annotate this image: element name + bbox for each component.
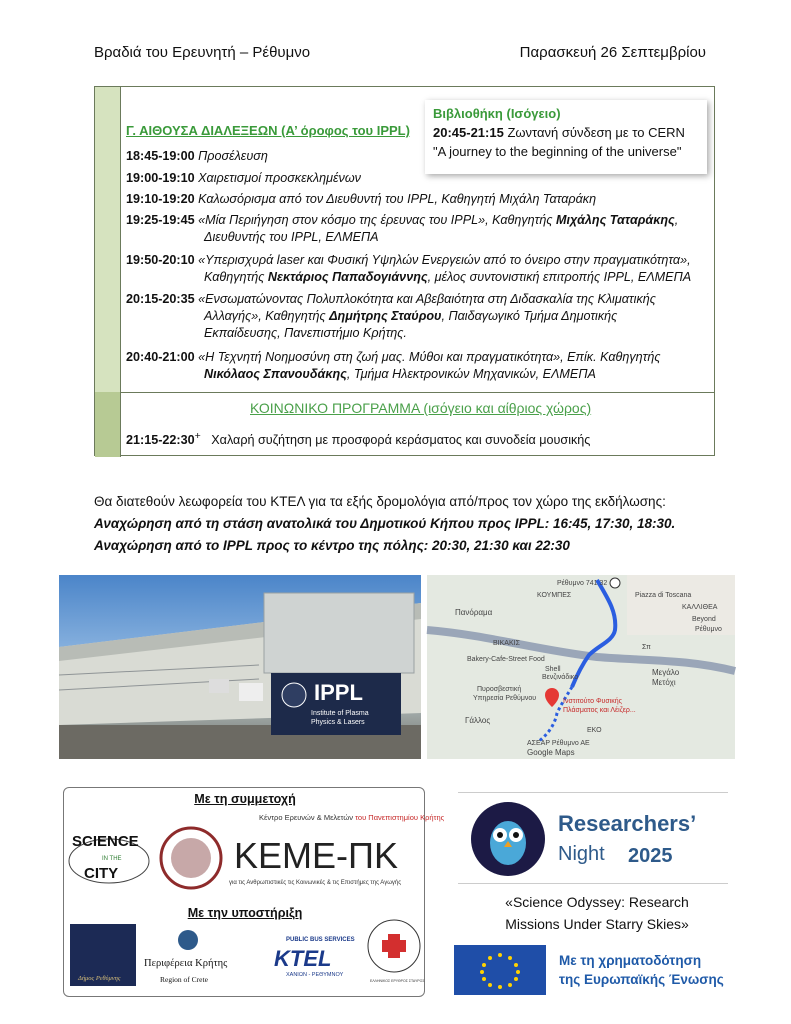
svg-text:Σπ: Σπ bbox=[642, 644, 651, 651]
svg-text:KTEL: KTEL bbox=[274, 946, 332, 971]
library-line1: 20:45-21:15 Ζωντανή σύνδεση με το CERN bbox=[433, 125, 685, 140]
svg-text:Institute of Plasma: Institute of Plasma bbox=[311, 710, 369, 717]
schedule-row: 19:50-20:10 «Υπερισχυρά laser και Φυσική Υψηλών Ενεργειών από το όνειρο στην πραγματικότητα», Καθηγητής Νεκτάριος Παπαδογιάννης, μέλος συντονιστική επιτροπής IPPL, ΕΛΜΕΠΑ bbox=[126, 253, 692, 284]
svg-text:Πλάσματος και Λέιζερ...: Πλάσματος και Λέιζερ... bbox=[563, 707, 636, 714]
schedule-row: 19:25-19:45 «Μία Περιήγηση στον κόσμο της έρευνας του IPPL», Καθηγητής Μιχάλης Ταταράκης, Διευθυντής του IPPL, ΕΛΜΕΠΑ bbox=[126, 213, 679, 244]
svg-text:ΒΙΚΑΚΙΣ: ΒΙΚΑΚΙΣ bbox=[493, 640, 520, 647]
map-illustration bbox=[427, 575, 735, 759]
svg-text:ΕΛΛΗΝΙΚΟΣ ΕΡΥΘΡΟΣ ΣΤΑΥΡΟΣ: ΕΛΛΗΝΙΚΟΣ ΕΡΥΘΡΟΣ ΣΤΑΥΡΟΣ bbox=[370, 979, 425, 983]
svg-text:Κέντρο Ερευνών & Μελετών του Π: Κέντρο Ερευνών & Μελετών του Πανεπιστημίου Κρήτης bbox=[259, 813, 445, 822]
ippl-building-photo bbox=[59, 575, 421, 759]
hall-title: Γ. ΑΙΘΟΥΣΑ ΔΙΑΛΕΞΕΩΝ (Α’ όροφος του IPPL) bbox=[126, 123, 410, 138]
google-maps-logo: Google Maps bbox=[527, 748, 575, 757]
svg-text:ΚΟΥΜΠΕΣ: ΚΟΥΜΠΕΣ bbox=[537, 592, 572, 599]
location-map[interactable] bbox=[427, 575, 735, 759]
bus-line2: Αναχώρηση από το IPPL προς το κέντρο της πόλης: 20:30, 21:30 και 22:30 bbox=[94, 538, 570, 553]
sponsors-box bbox=[63, 787, 445, 997]
bus-info bbox=[94, 491, 675, 557]
svg-text:Μετόχι: Μετόχι bbox=[652, 678, 676, 687]
svg-text:ΚΑΛΛΙΘΕΑ: ΚΑΛΛΙΘΕΑ bbox=[682, 604, 718, 611]
social-title: ΚΟΙΝΩΝΙΚΟ ΠΡΟΓΡΑΜΜΑ (ισόγειο και αίθριος χώρος) bbox=[250, 400, 592, 416]
researchers-night-logo: Researchers’ Night 2025 bbox=[458, 792, 728, 884]
greek-emblem-icon bbox=[178, 930, 198, 950]
svg-text:PUBLIC BUS SERVICES: PUBLIC BUS SERVICES bbox=[286, 937, 355, 943]
schedule-row: 19:10-19:20 Καλωσόρισμα από τον Διευθυντή του IPPL, Καθηγητή Μιχάλη Ταταράκη bbox=[126, 192, 597, 206]
schedule-row: 20:15-20:35 «Ενσωματώνοντας Πολυπλοκότητα και Αβεβαιότητα στη Διδασκαλία της Κλιματικής Αλλαγής», Καθηγητής Δημήτρης Σταύρου, Παιδαγωγικό Τμήμα Δημοτικής Εκπαίδευσης, Πανεπιστήμιο Κρήτης. bbox=[126, 292, 656, 340]
svg-text:ΕΚΟ: ΕΚΟ bbox=[587, 727, 602, 734]
social-row: 21:15-22:30+ Χαλαρή συζήτηση με προσφορά κεράσματος και συνοδεία μουσικής bbox=[126, 430, 591, 448]
tagline: «Science Odyssey: Research Missions Under Starry Skies» bbox=[505, 894, 689, 932]
svg-text:SCIENCE: SCIENCE bbox=[72, 833, 139, 850]
header-right: Παρασκευή 26 Σεπτεμβρίου bbox=[519, 44, 706, 61]
svg-text:Ρέθυμνο 741 32: Ρέθυμνο 741 32 bbox=[557, 580, 608, 587]
svg-text:Υπηρεσία Ρεθύμνου: Υπηρεσία Ρεθύμνου bbox=[473, 695, 537, 702]
page-header bbox=[94, 44, 706, 61]
sponsors-support-title: Με την υποστήριξη bbox=[187, 906, 303, 920]
svg-text:Shell: Shell bbox=[545, 666, 561, 673]
header-left: Βραδιά του Ερευνητή – Ρέθυμνο bbox=[94, 44, 311, 61]
sponsor-logos bbox=[64, 806, 445, 996]
svg-text:Ινστιτούτο Φυσικής: Ινστιτούτο Φυσικής bbox=[563, 698, 623, 705]
svg-text:Γάλλος: Γάλλος bbox=[465, 716, 491, 725]
bus-line1: Αναχώρηση από τη στάση ανατολικά του Δημοτικού Κήπου προς IPPL: 16:45, 17:30, 18:30. bbox=[94, 516, 676, 531]
schedule-row: 19:00-19:10 Χαιρετισμοί προσκεκλημένων bbox=[126, 171, 361, 185]
svg-text:Δήμος Ρεθύμνης: Δήμος Ρεθύμνης bbox=[78, 975, 121, 982]
svg-text:Βενζινάδικο: Βενζινάδικο bbox=[542, 674, 579, 681]
schedule-row: 20:40-21:00 «Η Τεχνητή Νοημοσύνη στη ζωή μας. Μύθοι και πραγματικότητα», Επίκ. Καθηγητής Νικόλαος Σπανουδάκης, Τμήμα Ηλεκτρονικών Μηχανικών, ΕΛΜΕΠΑ bbox=[126, 350, 661, 381]
owl-icon bbox=[470, 801, 546, 877]
science-in-the-city-logo bbox=[69, 833, 149, 883]
schedule-row: 18:45-19:00 Προσέλευση bbox=[126, 149, 268, 163]
table-divider bbox=[95, 392, 714, 393]
svg-text:ΧΑΝΙΩΝ - ΡΕΘΥΜΝΟΥ: ΧΑΝΙΩΝ - ΡΕΘΥΜΝΟΥ bbox=[286, 972, 344, 978]
building-illustration bbox=[59, 575, 421, 759]
bus-intro: Θα διατεθούν λεωφορεία του ΚΤΕΛ για τα εξής δρομολόγια από/προς τον χώρο της εκδήλωσης: bbox=[94, 494, 666, 509]
svg-text:IN THE: IN THE bbox=[102, 856, 122, 862]
svg-text:Μεγάλο: Μεγάλο bbox=[652, 668, 680, 677]
svg-text:Bakery-Cafe-Street Food: Bakery-Cafe-Street Food bbox=[467, 656, 545, 663]
table-strip-social bbox=[95, 392, 121, 457]
svg-text:Piazza di Toscana: Piazza di Toscana bbox=[635, 592, 692, 599]
svg-text:Ρέθυμνο: Ρέθυμνο bbox=[695, 626, 722, 633]
svg-text:ΑΣΕΑΡ Ρέθυμνο ΑΕ: ΑΣΕΑΡ Ρέθυμνο ΑΕ bbox=[527, 740, 590, 747]
svg-text:CITY: CITY bbox=[84, 865, 119, 882]
ktel-logo bbox=[252, 937, 356, 978]
svg-text:Πυροσβεστική: Πυροσβεστική bbox=[477, 686, 522, 693]
library-title: Βιβλιοθήκη (Ισόγειο) bbox=[433, 106, 561, 121]
svg-text:Physics & Lasers: Physics & Lasers bbox=[311, 719, 365, 726]
kemepk-logo: ΚΕΜΕ-ΠΚ bbox=[234, 835, 399, 876]
svg-text:για τις Ανθρωπιστικές τις Κοιν: για τις Ανθρωπιστικές τις Κοινωνικές & τις Επιστήμες της Αγωγής bbox=[229, 880, 402, 886]
eu-funding: Με τη χρηματοδότηση της Ευρωπαϊκής Ένωσης bbox=[454, 945, 724, 995]
svg-text:Περιφέρεια Κρήτης: Περιφέρεια Κρήτης bbox=[144, 958, 228, 969]
library-line2: "A journey to the beginning of the universe" bbox=[433, 144, 682, 159]
ippl-sign-text: IPPL bbox=[314, 680, 363, 705]
svg-text:Region of Crete: Region of Crete bbox=[160, 975, 208, 984]
svg-text:Beyond: Beyond bbox=[692, 616, 716, 623]
sponsors-with-title: Με τη συμμετοχή bbox=[194, 792, 296, 806]
eu-flag-icon bbox=[454, 945, 546, 995]
svg-text:Πανόραμα: Πανόραμα bbox=[455, 608, 493, 617]
